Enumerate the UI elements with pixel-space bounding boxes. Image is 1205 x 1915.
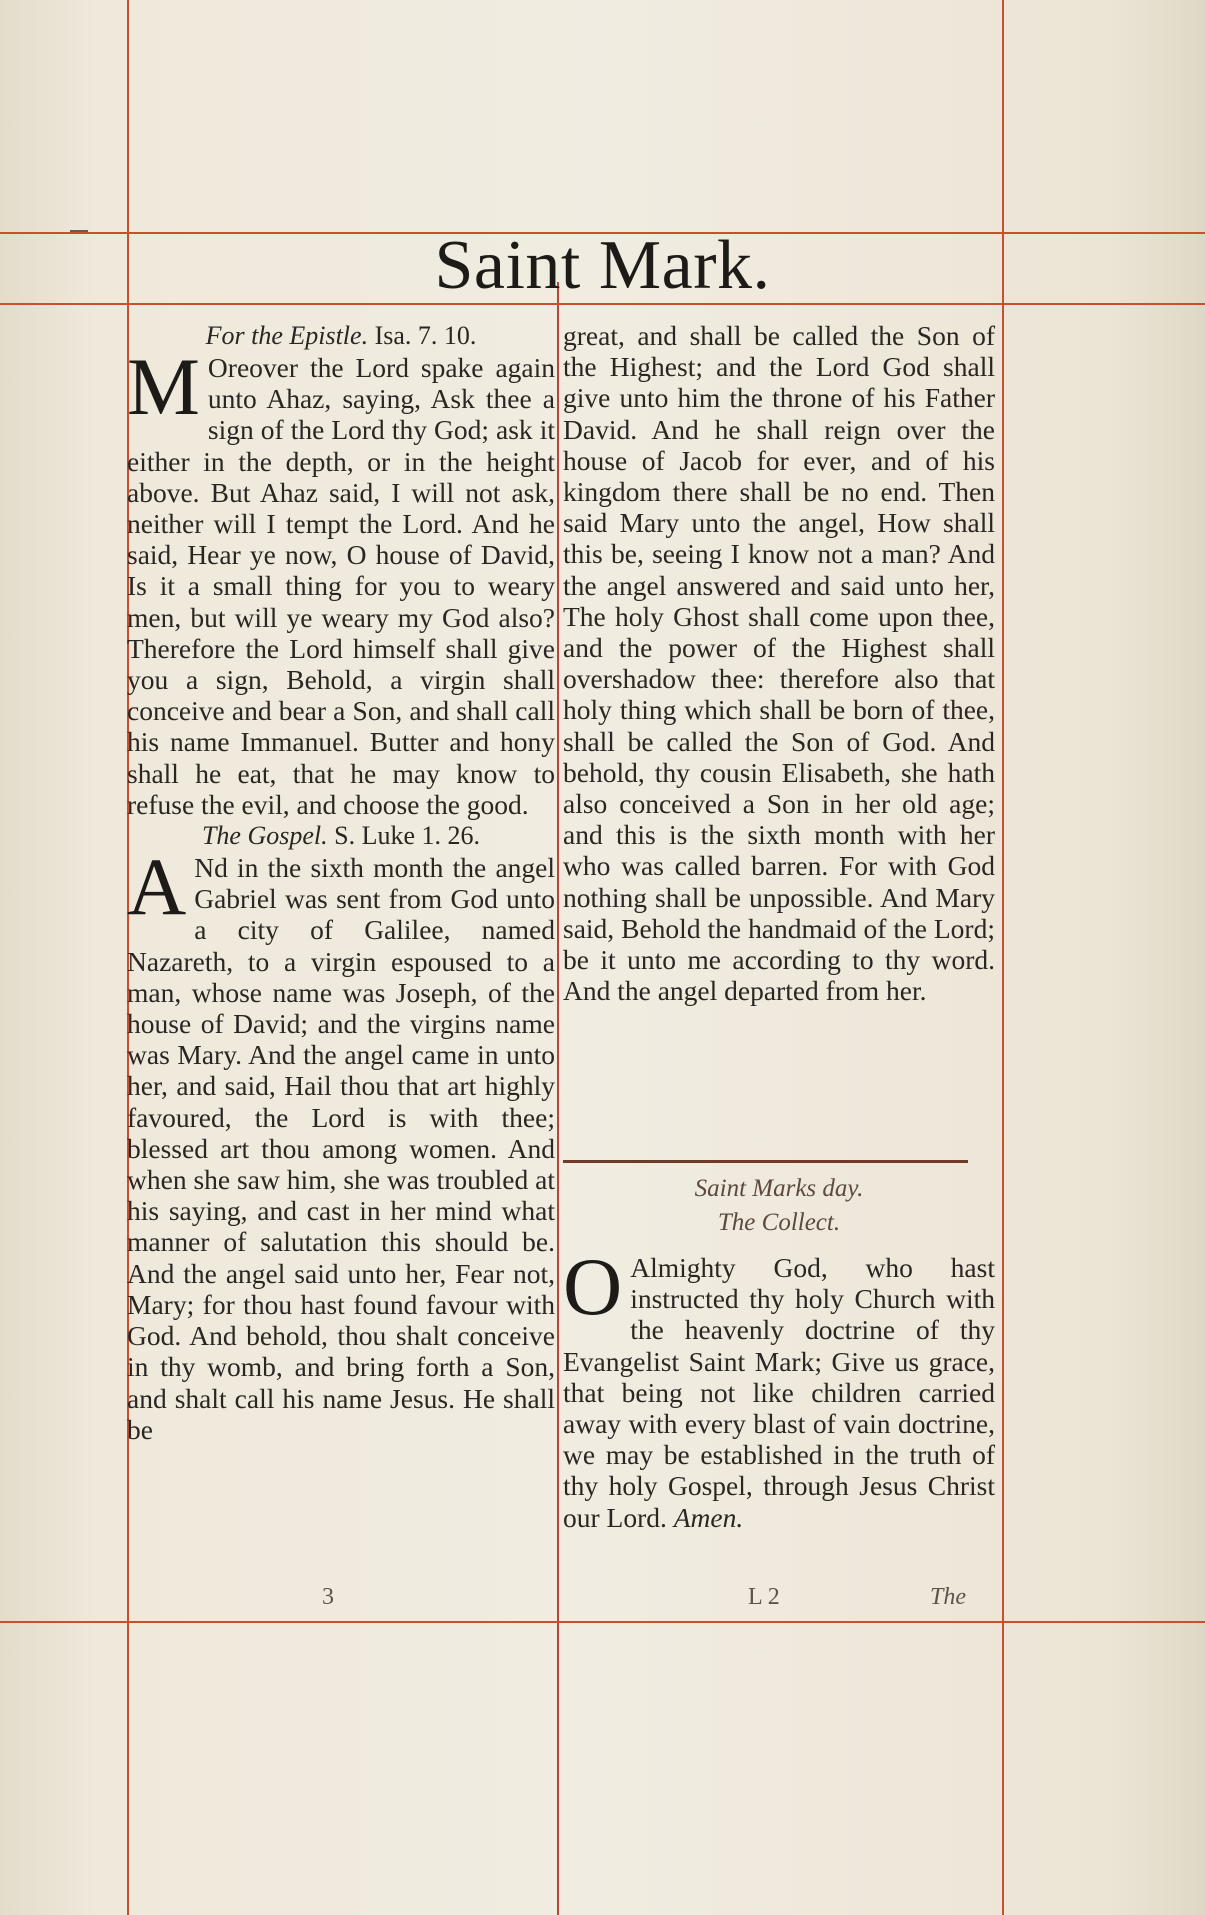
epistle-heading-label: For the Epistle. [205, 321, 369, 350]
epistle-text-first: Oreover the Lord spake again unto Ahaz, saying, Ask [207, 352, 555, 415]
epistle-dropcap: M [127, 341, 200, 432]
gospel-heading-label: The Gospel. [201, 821, 328, 851]
collect-section [563, 1172, 995, 1533]
collect-amen: Amen. [673, 1501, 744, 1533]
collect-title: The Collect. [717, 1209, 841, 1236]
gospel-text [127, 841, 556, 1445]
signature-mark-left: 3 [322, 1584, 334, 1610]
gospel-text-rest: God unto a city of Galilee, named Nazareth, to a virgin espoused to a man, whose name was Joseph, of the house of David; and the virgins name was Mary. And the angel came in unto her, and said, Hail thou that art highly favoured, the Lord is with thee; blessed art thou among women. And when she saw him, she was troubled at his saying, and cast in her mind what manner of salutation this should be. And the angel said unto her, Fear not, Mary; for thou hast found favour with God. And behold, thou shalt conceive in thy womb, and bring forth a Son, and shalt call his name Jesus. He shall be [127, 883, 556, 1445]
rule-center-vertical [557, 282, 559, 1915]
rule-bottom-horizontal [0, 1621, 1205, 1623]
signature-mark-right: L 2 [748, 1584, 780, 1610]
epistle-text-rest: thee a sign of the Lord thy God; ask it either in the depth, or in the height above. But Ahaz said, I will not ask, neither will I tempt the Lord. And he said, Hear ye now, O house of David, Is it a small thing for you to weary men, but will ye weary my God also? Therefore the Lord himself shall give you a sign, Behold, a virgin shall conceive and bear a Son, and shall call his name Immanuel. Butter and hony shall he eat, that he may know to refuse the evil, and choose the good. [127, 383, 555, 820]
collect-dropcap: O [563, 1241, 623, 1332]
collect-text-rest: with the heavenly doctrine of thy Evangelist Saint Mark; Give us grace, that being not like children carried away with every blast of vain doctrine, we may be established in the truth of thy holy Gospel, through Jesus Christ our Lord. [563, 1283, 996, 1533]
right-column [563, 320, 995, 1006]
gospel-dropcap: A [127, 841, 187, 933]
feast-title: Saint Marks day. [694, 1175, 864, 1202]
page-title: Saint Mark. [434, 227, 771, 304]
gospel-heading [127, 820, 555, 852]
catchword: The [930, 1584, 966, 1610]
epistle-reference: Isa. 7. 10. [374, 321, 477, 350]
gospel-text-first: Nd in the sixth month the angel Gabriel was sent from [194, 852, 555, 915]
collect-text-first: Almighty God, who hast instructed thy holy Church [630, 1252, 995, 1315]
gospel-reference: S. Luke 1. 26. [334, 821, 481, 851]
gospel-continued-text: great, and shall be called the Son of the Highest; and the Lord God shall give unto him the throne of his Father David. And he shall reign over the house of Jacob for ever, and of his kingdom there shall be no end. Then said Mary unto the angel, How shall this be, seeing I know not a man? And the angel answered and said unto her, The holy Ghost shall come upon thee, and the power of the Highest shall overshadow thee: therefore also that holy thing which shall be born of thee, shall be called the Son of God. And behold, thy cousin Elisabeth, she hath also conceived a Son in her old age; and this is the sixth month with her who was called barren. For with God nothing shall be unpossible. And Mary said, Behold the handmaid of the Lord; be it unto me according to thy word. And the angel departed from her. [563, 320, 995, 1007]
epistle-text [127, 341, 555, 820]
left-column [127, 320, 555, 1445]
collect-text [563, 1241, 996, 1533]
section-separator [563, 1160, 968, 1163]
